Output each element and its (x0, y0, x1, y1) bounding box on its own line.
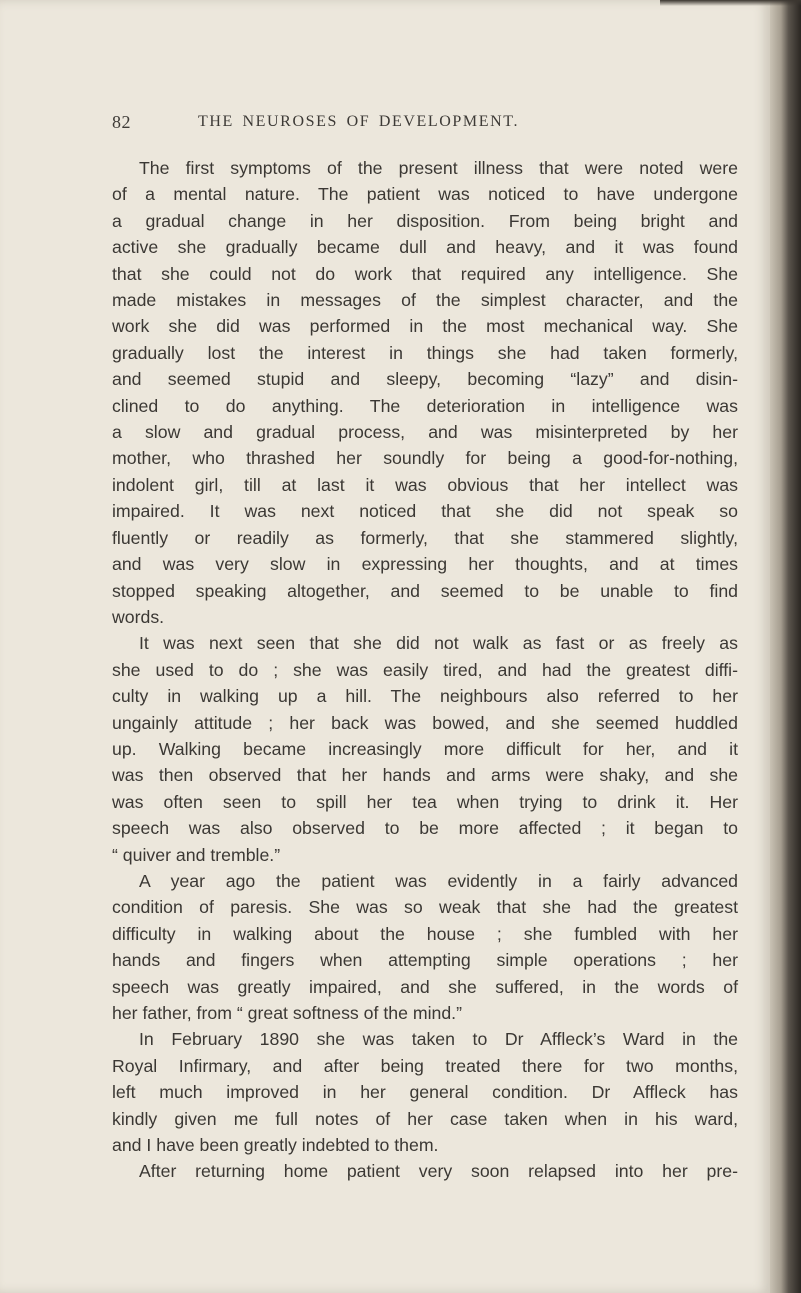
text-line: mother, who thrashed her soundly for being a good-for-nothing, (112, 448, 738, 469)
text-line: “ quiver and tremble.” (112, 844, 281, 865)
text-line: It was next seen that she did not walk as fast or as freely as (139, 633, 738, 654)
text-line: made mistakes in messages of the simplest character, and the (112, 290, 738, 311)
text-line: The first symptoms of the present illness that were noted were (139, 158, 738, 178)
body-text (112, 155, 738, 1185)
text-line: she used to do ; she was easily tired, and had the greatest diffi- (112, 659, 738, 680)
text-line: hands and fingers when attempting simple operations ; her (112, 950, 738, 971)
text-line: clined to do anything. The deterioration in intelligence was (112, 395, 738, 416)
text-line: culty in walking up a hill. The neighbours also referred to her (112, 686, 738, 707)
text-line: was often seen to spill her tea when trying to drink it. Her (112, 791, 738, 812)
text-line: of a mental nature. The patient was noticed to have undergone (112, 184, 738, 205)
text-line: words. (112, 606, 165, 627)
page-edge-shadow (770, 0, 801, 1293)
text-line: A year ago the patient was evidently in a fairly advanced (139, 870, 738, 891)
text-line: a gradual change in her disposition. From being bright and (112, 210, 738, 231)
text-line: active she gradually became dull and heavy, and it was found (112, 237, 738, 258)
text-line: indolent girl, till at last it was obvious that her intellect was (112, 474, 738, 495)
text-line: In February 1890 she was taken to Dr Affleck’s Ward in the (139, 1029, 738, 1050)
text-line: her father, from “ great softness of the mind.” (112, 1003, 462, 1023)
text-line: up. Walking became increasingly more difficult for her, and it (112, 738, 738, 759)
text-line: work she did was performed in the most mechanical way. She (112, 316, 738, 337)
page-number: 82 (112, 112, 131, 132)
text-line: left much improved in her general condition. Dr Affleck has (112, 1082, 738, 1103)
text-line: that she could not do work that required any intelligence. She (112, 263, 738, 284)
page-header (112, 112, 740, 136)
text-line: stopped speaking altogether, and seemed to be unable to find (112, 580, 738, 601)
text-line: condition of paresis. She was so weak that she had the greatest (112, 897, 738, 918)
text-line: ungainly attitude ; her back was bowed, and she seemed huddled (112, 712, 738, 733)
text-line: and was very slow in expressing her thoughts, and at times (112, 554, 738, 575)
text-line: difficulty in walking about the house ; she fumbled with her (112, 923, 738, 944)
text-line: speech was greatly impaired, and she suffered, in the words of (112, 976, 738, 997)
page-top-shadow (660, 0, 801, 6)
text-line: fluently or readily as formerly, that she stammered slightly, (112, 527, 738, 548)
text-line: Royal Infirmary, and after being treated there for two months, (112, 1055, 738, 1076)
text-line: impaired. It was next noticed that she did not speak so (112, 501, 738, 522)
running-head: THE NEUROSES OF DEVELOPMENT. (198, 113, 520, 130)
text-line: kindly given me full notes of her case taken when in his ward, (112, 1108, 738, 1129)
text-line: was then observed that her hands and arms were shaky, and she (112, 765, 738, 786)
text-line: a slow and gradual process, and was misinterpreted by her (112, 422, 738, 443)
text-line: speech was also observed to be more affected ; it began to (112, 818, 738, 839)
text-line: gradually lost the interest in things she had taken formerly, (112, 342, 738, 363)
text-line: and seemed stupid and sleepy, becoming “lazy” and disin- (112, 369, 738, 390)
text-line: After returning home patient very soon relapsed into her pre- (139, 1161, 738, 1182)
text-line: and I have been greatly indebted to them. (112, 1135, 439, 1156)
